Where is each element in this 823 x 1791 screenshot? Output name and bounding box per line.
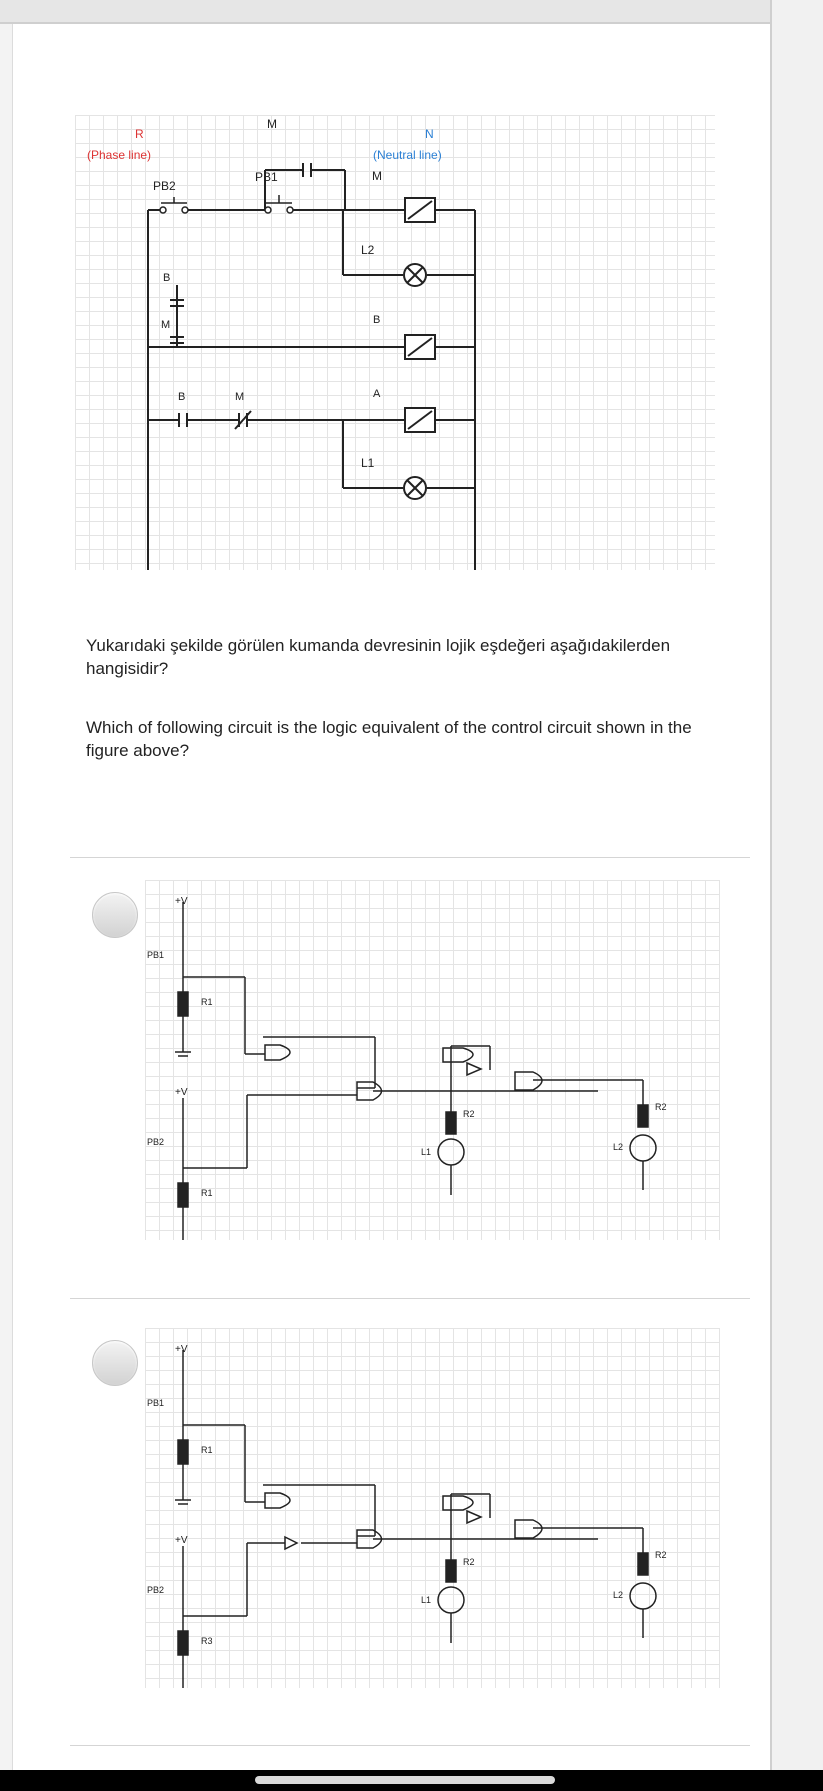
divider [70,1298,750,1299]
l2-label: L2 [613,1590,624,1600]
l1-label: L1 [421,1147,432,1157]
r1-label: R1 [201,997,213,1007]
vcc1-label: +V [175,896,188,907]
m-top-label: M [267,117,277,131]
neutral-line-label: (Neutral line) [373,148,442,162]
phase-line-label: (Phase line) [87,148,152,162]
divider [70,857,750,858]
option-2-circuit[interactable] [145,1328,720,1688]
r2-label: R2 [463,1557,475,1567]
pb1-button-symbol [265,195,293,213]
r2b-label: R2 [655,1102,667,1112]
b-coil-label: B [373,314,381,326]
r2-label: R2 [463,1109,475,1119]
r1b-label: R1 [201,1188,213,1198]
r1-label: R1 [201,1445,213,1455]
option-2-radio[interactable] [92,1340,138,1386]
m-coil-label: M [372,169,382,183]
m-nc-label: M [235,391,245,403]
pb1-label: PB1 [147,1398,165,1408]
vcc1-label: +V [175,1344,188,1355]
n-label: N [425,127,434,141]
r-label: R [135,127,144,141]
left-gutter [0,0,13,1770]
divider [70,1745,750,1746]
option-1-circuit[interactable] [145,880,720,1240]
b-contact-label: B [163,272,171,284]
scroll-gutter[interactable] [770,0,823,1770]
option-1-radio[interactable] [92,892,138,938]
question-text-tr: Yukarıdaki şekilde görülen kumanda devresinin lojik eşdeğeri aşağıdakilerden hangisidir? [86,636,671,678]
a-coil-label: A [373,388,381,400]
pb2-label: PB2 [147,1585,165,1595]
l1-label: L1 [421,1595,432,1605]
l1-label: L1 [361,456,375,470]
l2-label: L2 [361,243,375,257]
vcc2-label: +V [175,1087,188,1098]
question-text-en: Which of following circuit is the logic equivalent of the control circuit shown in the figure above? [86,718,692,760]
r2b-label: R2 [655,1550,667,1560]
b-contact2-label: B [178,391,186,403]
r3-label: R3 [201,1636,213,1646]
pb2-label: PB2 [153,179,176,193]
vcc2-label: +V [175,1535,188,1546]
ladder-diagram [75,115,715,570]
l2-label: L2 [613,1142,624,1152]
pb1-label: PB1 [255,170,278,184]
top-bar [0,0,770,24]
pb1-label: PB1 [147,950,165,960]
pb2-button-symbol [160,197,188,213]
pb2-label: PB2 [147,1137,165,1147]
m-contact-label: M [161,319,171,331]
home-indicator[interactable] [255,1776,555,1784]
